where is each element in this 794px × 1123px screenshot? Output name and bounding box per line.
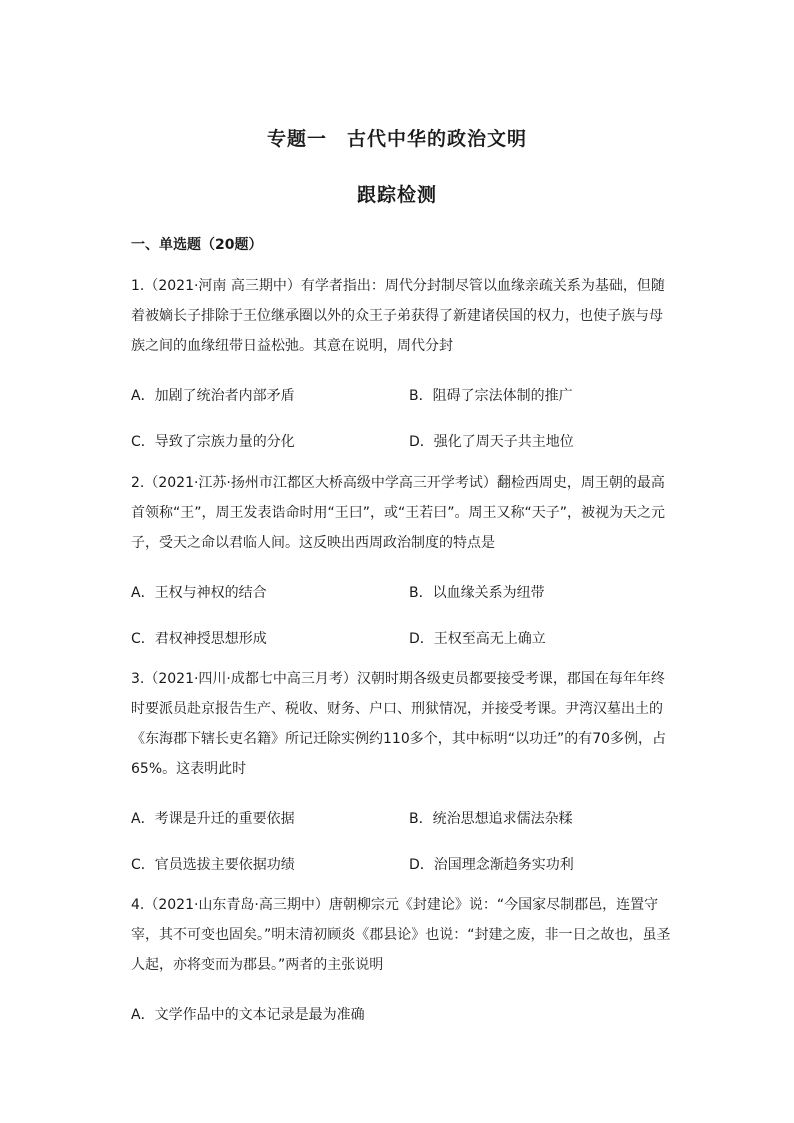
- option-a: A．加剧了统治者内部矛盾: [131, 388, 295, 404]
- question-1: [131, 271, 671, 457]
- option-d: D．王权至高无上确立: [409, 631, 546, 647]
- option-b: B．以血缘关系为纽带: [409, 585, 545, 601]
- question-3: [131, 664, 671, 880]
- question-4: [131, 890, 671, 1030]
- option-a: A．文学作品中的文本记录是最为准确: [131, 1007, 365, 1023]
- option-d: D．强化了周天子共主地位: [409, 434, 574, 450]
- question-stem: 1.（2021·河南 高三期中）有学者指出：周代分封制尽管以血缘亲疏关系为基础，但随着被嫡长子排除于王位继承圈以外的众王子弟获得了新建诸侯国的权力，也使子族与母族之间的血缘纽带日益松弛。其意在说明，周代分封: [131, 278, 665, 354]
- option-c: C．君权神授思想形成: [131, 631, 267, 647]
- question-stem: 4.（2021·山东青岛·高三期中）唐朝柳宗元《封建论》说：“今国家尽制郡邑，连置守宰，其不可变也固矣。”明末清初顾炎《郡县论》也说：“封建之废，非一日之故也，虽圣人起，亦将变而为郡县。”两者的主张说明: [131, 897, 671, 973]
- option-c: C．官员选拔主要依据功绩: [131, 857, 295, 873]
- question-options: [131, 381, 671, 457]
- question-options: [131, 804, 671, 880]
- section-heading: 一、单选题（20题）: [131, 237, 263, 253]
- page-subtitle: 跟踪检测: [356, 184, 437, 206]
- option-b: B．统治思想追求儒法杂糅: [409, 811, 573, 827]
- question-options: [131, 578, 671, 654]
- option-b: B．阻碍了宗法体制的推广: [409, 388, 573, 404]
- question-2: [131, 468, 671, 654]
- option-a: A．考课是升迁的重要依据: [131, 811, 295, 827]
- question-stem: 3.（2021·四川·成都七中高三月考）汉朝时期各级吏员都要接受考课，郡国在每年年终时要派员赴京报告生产、税收、财务、户口、刑狱情况，并接受考课。尹湾汉墓出土的《东海郡下辖长吏名籍》所记迁除实例约110多个，其中标明“以功迁”的有70多例，占65%。这表明此时: [131, 671, 667, 777]
- question-options: [131, 1000, 671, 1030]
- option-c: C．导致了宗族力量的分化: [131, 434, 295, 450]
- question-stem: 2.（2021·江苏·扬州市江都区大桥高级中学高三开学考试）翻检西周史，周王朝的最高首领称“王”，周王发表诰命时用“王曰”，或“王若曰”。周王又称“天子”，被视为天之元子，受天之命以君临人间。这反映出西周政治制度的特点是: [131, 475, 666, 551]
- option-d: D．治国理念渐趋务实功利: [409, 857, 574, 873]
- option-a: A．王权与神权的结合: [131, 585, 267, 601]
- page-title: 专题一 古代中华的政治文明: [266, 128, 527, 150]
